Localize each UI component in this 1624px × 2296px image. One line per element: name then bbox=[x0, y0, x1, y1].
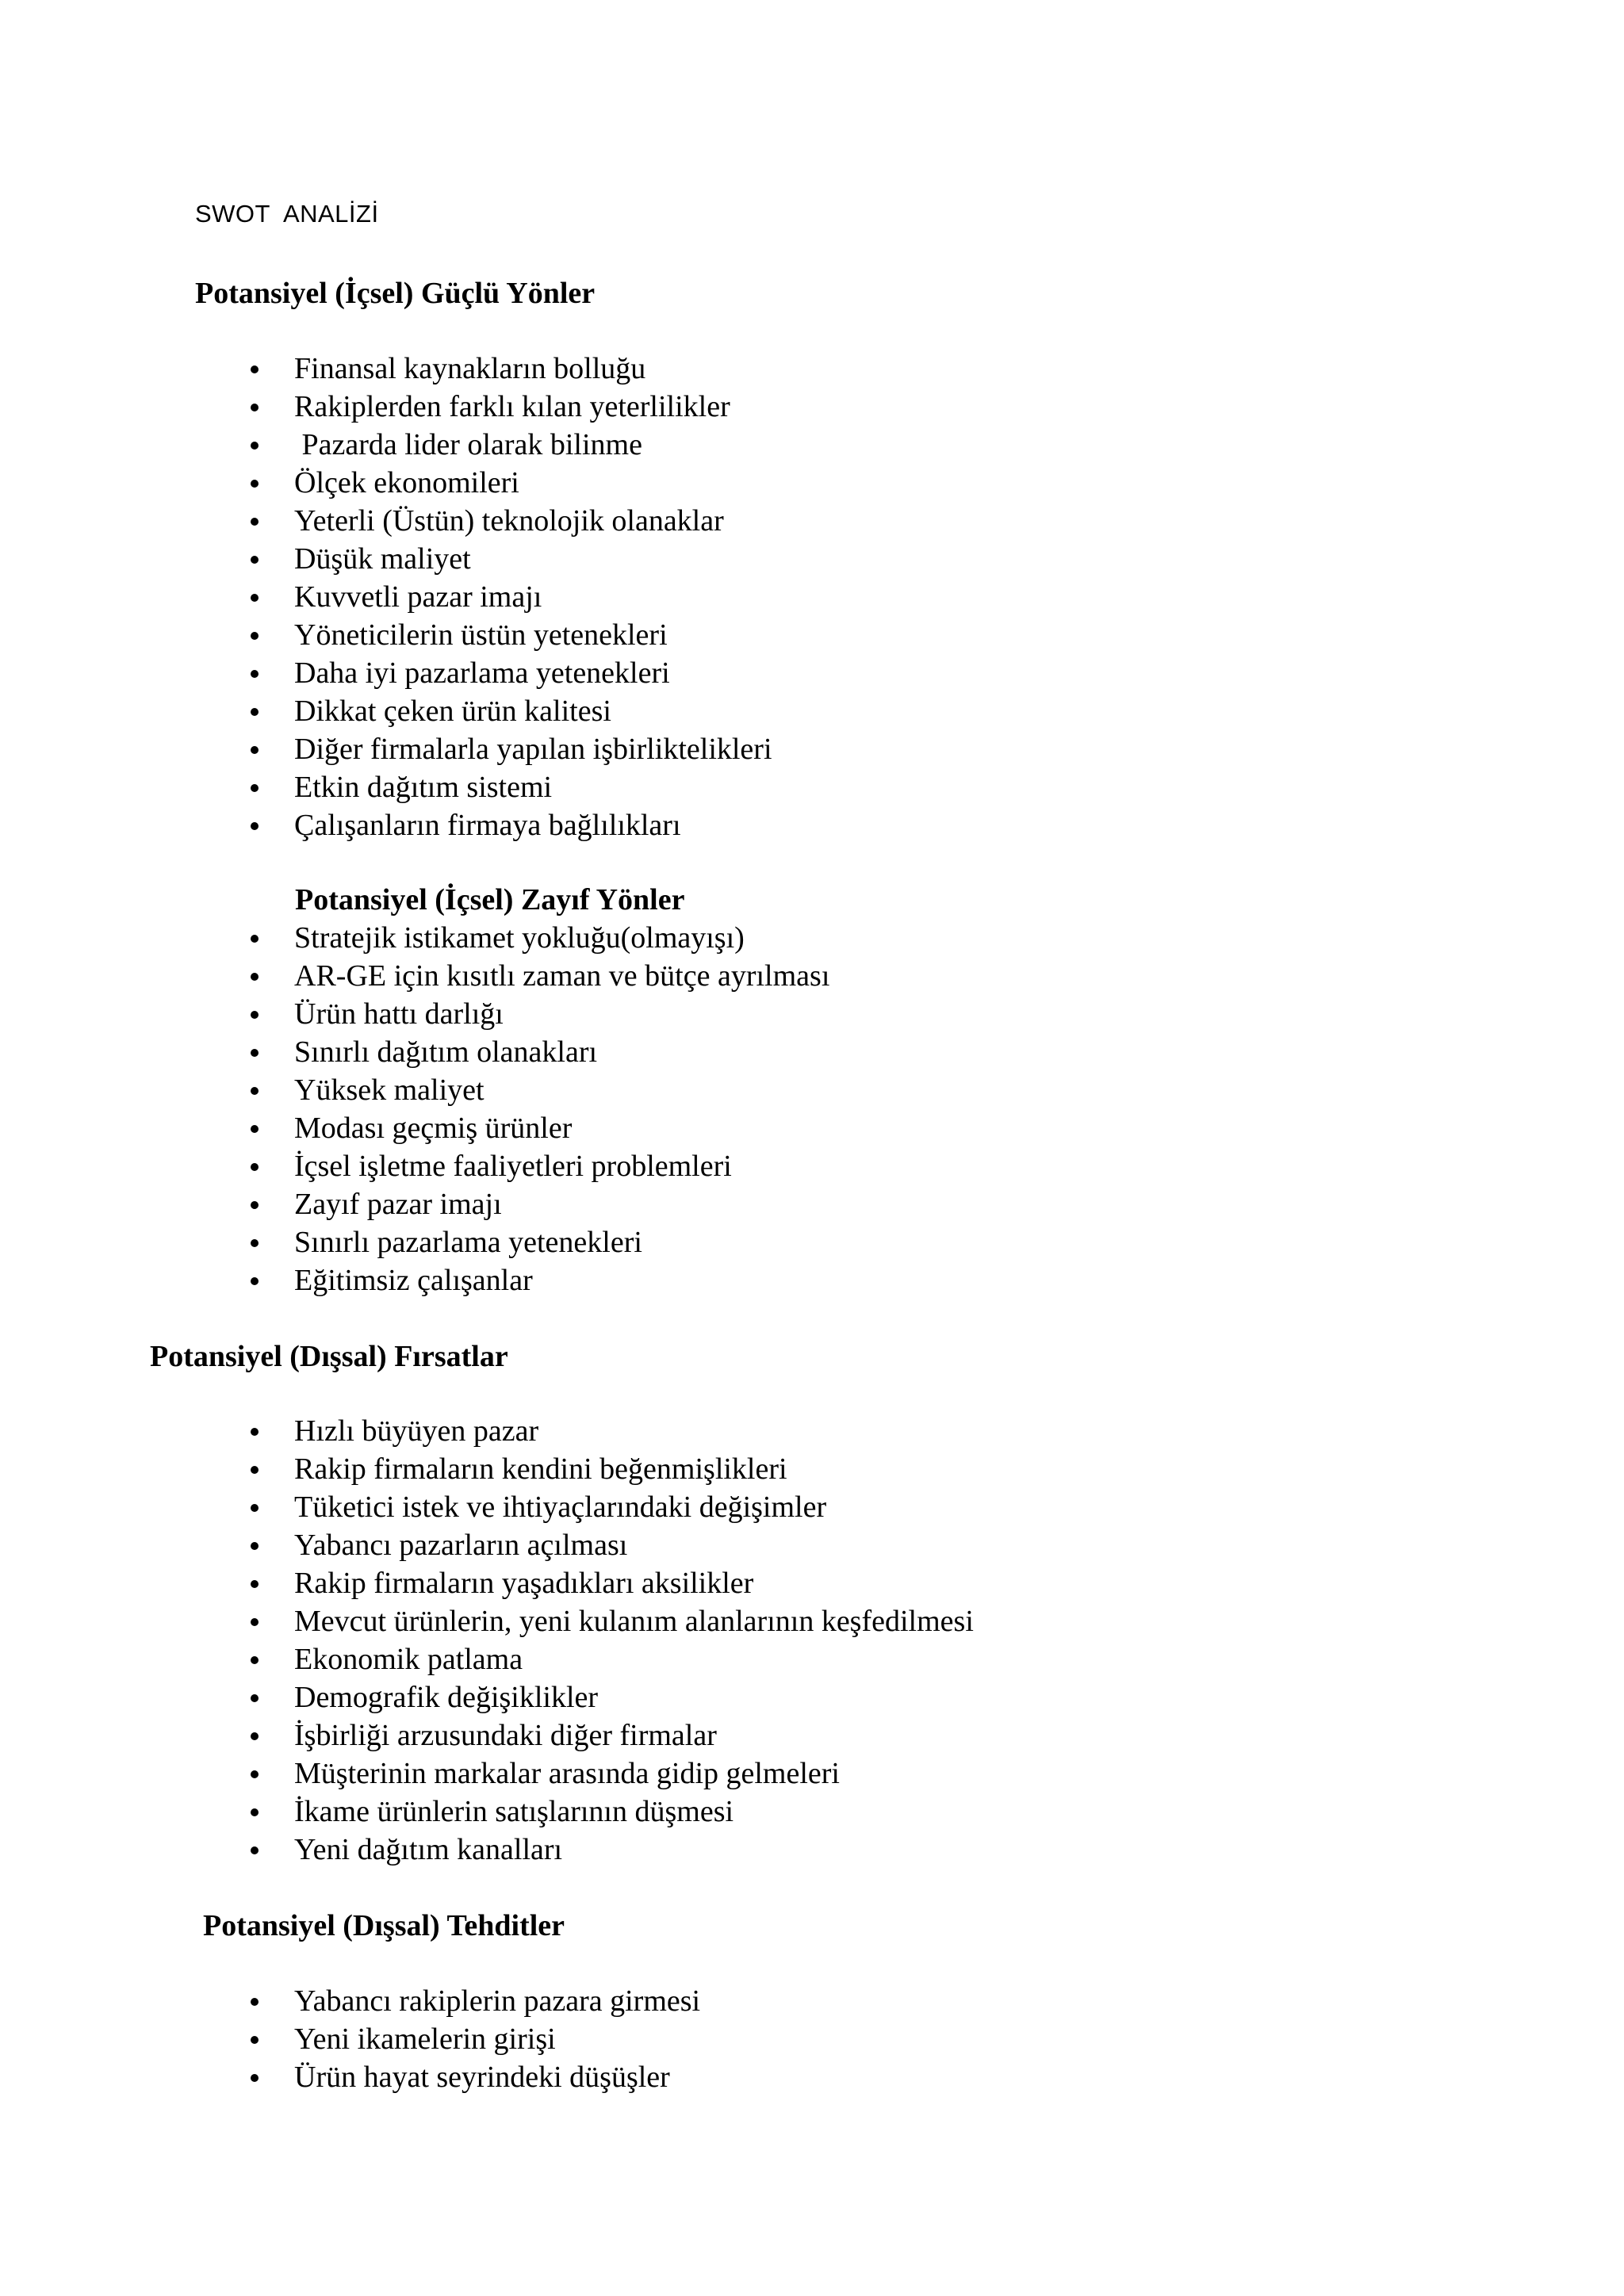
bullet-icon bbox=[251, 708, 259, 716]
bullet-icon bbox=[251, 1846, 259, 1854]
bullet-icon bbox=[251, 404, 259, 411]
bullet-icon bbox=[251, 518, 259, 526]
bullet-icon bbox=[251, 1277, 259, 1285]
bullet-icon bbox=[251, 935, 259, 943]
weaknesses-heading: Potansiyel (İçsel) Zayıf Yönler bbox=[295, 883, 685, 916]
bullet-icon bbox=[251, 2036, 259, 2044]
document-title: SWOT ANALİZİ bbox=[195, 200, 379, 228]
bullet-icon bbox=[251, 442, 259, 450]
bullet-icon bbox=[251, 594, 259, 602]
bullet-icon bbox=[251, 1656, 259, 1664]
bullet-icon bbox=[251, 670, 259, 678]
bullet-icon bbox=[251, 1732, 259, 1740]
bullet-icon bbox=[251, 556, 259, 564]
bullet-icon bbox=[251, 480, 259, 488]
bullet-icon bbox=[251, 365, 259, 373]
bullet-icon bbox=[251, 1049, 259, 1057]
bullet-icon bbox=[251, 1239, 259, 1247]
bullet-icon bbox=[251, 1201, 259, 1209]
bullet-icon bbox=[251, 973, 259, 981]
bullet-icon bbox=[251, 632, 259, 640]
opportunities-heading: Potansiyel (Dışsal) Fırsatlar bbox=[150, 1340, 508, 1373]
bullet-icon bbox=[251, 1580, 259, 1588]
strengths-heading: Potansiyel (İçsel) Güçlü Yönler bbox=[195, 277, 596, 310]
bullet-icon bbox=[251, 1466, 259, 1474]
bullet-icon bbox=[251, 1163, 259, 1171]
bullet-icon bbox=[251, 1694, 259, 1702]
bullet-icon bbox=[251, 1808, 259, 1816]
bullet-icon bbox=[251, 1125, 259, 1133]
bullet-icon bbox=[251, 1011, 259, 1019]
bullet-icon bbox=[251, 822, 259, 830]
bullet-icon bbox=[251, 746, 259, 754]
bullet-icon bbox=[251, 1087, 259, 1095]
bullet-icon bbox=[251, 1618, 259, 1626]
bullet-icon bbox=[251, 1998, 259, 2006]
threats-heading: Potansiyel (Dışsal) Tehditler bbox=[203, 1909, 565, 1942]
bullet-icon bbox=[251, 2074, 259, 2082]
bullet-icon bbox=[251, 1770, 259, 1778]
bullet-icon bbox=[251, 784, 259, 792]
bullet-icon bbox=[251, 1428, 259, 1436]
bullet-icon bbox=[251, 1504, 259, 1512]
bullet-icon bbox=[251, 1542, 259, 1550]
